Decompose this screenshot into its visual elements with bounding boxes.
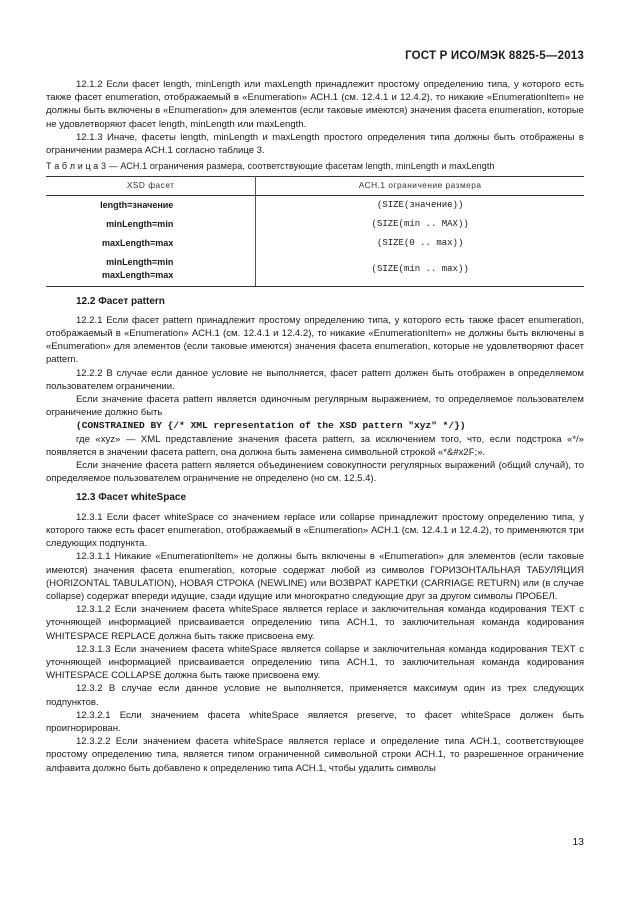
- table-row: [46, 215, 584, 234]
- standard-header: ГОСТ Р ИСО/МЭК 8825-5—2013: [405, 50, 584, 62]
- table-cell: maxLength=max: [46, 234, 256, 253]
- code-constrained-by: (CONSTRAINED BY {/* XML representation of the XSD pattern "xyz" */}): [76, 420, 466, 432]
- paragraph-12-3-2-1: 12.3.2.1 Если значением фасета whiteSpace является preserve, то фасет whiteSpace должен быть проигнорирован.: [46, 709, 584, 734]
- table-cell: length=значение: [46, 195, 256, 215]
- paragraph-12-3-1-3: 12.3.1.3 Если значением фасета whiteSpace является collapse и заключительная команда кодирования TEXT с уточняющей информацией присваивается определению типа АСН.1, то заключительная команда кодирования WHITESPACE COLLAPSE должна быть также присвоена ему.: [46, 643, 584, 682]
- paragraph-12-3-1: 12.3.1 Если фасет whiteSpace со значением replace или collapse принадлежит простому определению типа, у которого также есть фасет enumeration, отображаемый в «Enumeration» АСН.1 (см. 12.4.1 и 12.4.2), то применяются три следующих подпункта.: [46, 511, 584, 550]
- table-header-row: [46, 177, 584, 195]
- page-number: 13: [572, 836, 584, 848]
- table-cell: minLength=min maxLength=max: [46, 253, 256, 286]
- paragraph-xyz-definition: где «xyz» — XML представление значения фасета pattern, за исключением того, что, если подстрока «*/» появляется в значении фасета pattern, она должна быть заменена символьной строкой «*&#x2F;».: [46, 433, 584, 458]
- document-body: [46, 78, 584, 775]
- table-cell: (SIZE(значение)): [376, 199, 464, 210]
- paragraph-12-3-1-1: 12.3.1.1 Никакие «EnumerationItem» не должны быть включены в «Enumeration» для элементов (если таковые имеются) значения фасета enumeration, которые содержат любой из символов ГОРИЗОНТАЛЬНАЯ ТАБУЛЯЦИЯ (HORIZONTAL TABULATION), НОВАЯ СТРОКА (NEWLINE) или ВОЗВРАТ КАРЕТКИ (CARRIAGE RETURN) или (в случае collapse) содержат впереди идущие, сзади идущие или многократно следующие друг за другом символы ПРОБЕЛ.: [46, 551, 584, 602]
- table-cell: (SIZE(min .. MAX)): [371, 218, 469, 229]
- paragraph-12-3-2-2: 12.3.2.2 Если значением фасета whiteSpace является replace и определение типа АСН.1, соответствующее простому определению типа, является типом ограниченной символьной строки АСН.1, то разрешенное ограничение алфавита должно быть добавлено к определению типа АСН.1, чтобы удалить символы: [46, 736, 584, 774]
- size-constraint-table: [46, 176, 584, 286]
- paragraph-12-3-1-2: 12.3.1.2 Если значением фасета whiteSpace является replace и заключительная команда кодирования TEXT с уточняющей информацией присваивается определению типа АСН.1, то заключительная команда кодирования WHITESPACE REPLACE должна быть также присвоена ему.: [46, 604, 584, 642]
- table-cell: (SIZE(0 .. max)): [376, 238, 464, 249]
- paragraph-12-1-2: 12.1.2 Если фасет length, minLength или maxLength принадлежит простому определению типа, у которого есть также фасет enumeration, отображаемый в «Enumeration» АСН.1 (см. 12.4.1 и 12.4.2), то никакие «EnumerationItem» не должны быть включены в «Enumeration» для элементов (если таковые имеются) значения фасета enumeration, которые не удовлетворяют фасет length, minLength или maxLength.: [46, 79, 584, 130]
- table-row: [46, 234, 584, 253]
- table-cell: minLength=min: [46, 215, 256, 234]
- paragraph-12-2-2: 12.2.2 В случае если данное условие не выполняется, фасет pattern должен быть отображен в определяемом пользователем ограничении.: [46, 367, 584, 392]
- section-heading-12-2: 12.2 Фасет pattern: [76, 295, 165, 307]
- paragraph-pattern-single: Если значение фасета pattern является одиночным регулярным выражением, то определяемое пользователем ограничение должно быть: [46, 394, 584, 419]
- table-row: [46, 253, 584, 286]
- table-header-cell: XSD фасет: [46, 177, 256, 195]
- table-cell: (SIZE(min .. max)): [256, 253, 584, 286]
- table-row: [46, 195, 584, 215]
- paragraph-12-3-2: 12.3.2 В случае если данное условие не выполняется, применяется максимум один из трех следующих подпунктов.: [46, 683, 584, 708]
- paragraph-12-1-3: 12.1.3 Иначе, фасеты length, minLength и maxLength простого определения типа должны быть отображены в ограничении размера АСН.1 согласно таблице 3.: [46, 131, 584, 157]
- section-heading-12-3: 12.3 Фасет whiteSpace: [76, 492, 187, 504]
- paragraph-12-2-1: 12.2.1 Если фасет pattern принадлежит простому определению типа, у которого есть также фасет enumeration, отображаемый в «Enumeration» АСН.1 (см. 12.4.1 и 12.4.2), то никакие «EnumerationItem» не должны быть включены в «Enumeration» для элементов (если таковые имеются) значения фасета enumeration, которые не удовлетворяют фасет pattern.: [46, 314, 584, 366]
- table-header-cell: АСН.1 ограничение размера: [256, 177, 584, 195]
- paragraph-pattern-union: Если значение фасета pattern является объединением совокупности регулярных выражений (общий случай), то определяемое пользователем ограничение не определено (но см. 12.5.4).: [46, 460, 584, 485]
- table-caption: Т а б л и ц а 3 — АСН.1 ограничения размера, соответствующие фасетам length, minLength и maxLength: [46, 161, 495, 172]
